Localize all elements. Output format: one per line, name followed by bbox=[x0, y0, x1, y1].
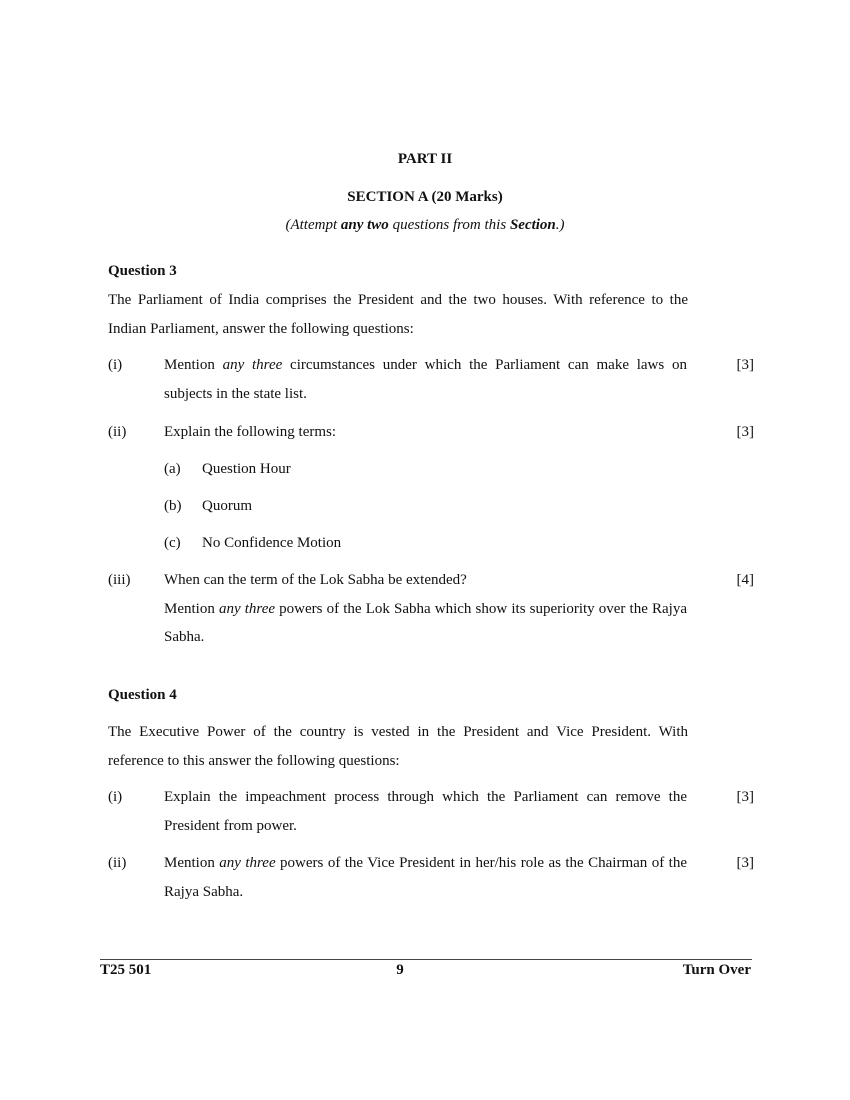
item-number: (iii) bbox=[108, 572, 131, 588]
page-number: 9 bbox=[396, 962, 404, 978]
item-emphasis: any three bbox=[222, 357, 283, 373]
item-text-part: powers of the Vice President in her/his role as the Chairman of the Rajya Sabha. bbox=[164, 855, 687, 900]
marks-badge: [3] bbox=[736, 789, 754, 805]
item-text: Explain the following terms: bbox=[164, 424, 337, 440]
item-number: (ii) bbox=[108, 424, 127, 440]
sub-item-b bbox=[164, 496, 252, 516]
sub-item-number: (c) bbox=[164, 535, 181, 551]
item-text-part: powers of the Lok Sabha which show its superiority over the Rajya Sabha. bbox=[164, 600, 688, 645]
question-3-title: Question 3 bbox=[108, 263, 177, 279]
sub-item-number: (a) bbox=[164, 461, 181, 477]
marks-badge: [3] bbox=[736, 424, 754, 440]
item-text-part: circumstances under which the Parliament can make laws on subjects in the state list. bbox=[164, 357, 687, 402]
item-line bbox=[164, 595, 687, 652]
instruction-text: questions from this bbox=[388, 217, 510, 233]
item-number: (ii) bbox=[108, 855, 127, 871]
footer-divider bbox=[100, 959, 752, 960]
instruction-text: .) bbox=[555, 217, 565, 233]
instruction-emphasis: any two bbox=[340, 217, 389, 233]
item-number: (i) bbox=[108, 789, 123, 805]
sub-item-text: Question Hour bbox=[202, 461, 291, 477]
question-3-intro: The Parliament of India comprises the President and the two houses. With reference to the Indian Parliament, answer the following questions: bbox=[108, 292, 688, 337]
turn-over-label: Turn Over bbox=[682, 962, 751, 978]
item-emphasis: any three bbox=[219, 855, 276, 871]
marks-badge: [3] bbox=[736, 357, 754, 373]
item-text: Explain the impeachment process through which the Parliament can remove the President from power. bbox=[164, 789, 687, 834]
instruction-text: (Attempt bbox=[285, 217, 341, 233]
sub-item-text: Quorum bbox=[202, 498, 252, 514]
item-text-part: Mention bbox=[164, 600, 219, 617]
item-text bbox=[164, 351, 687, 408]
question-4-intro: The Executive Power of the country is vested in the President and Vice President. With reference to this answer the following questions: bbox=[108, 724, 688, 769]
paper-code: T25 501 bbox=[100, 962, 152, 978]
question-4-title: Question 4 bbox=[108, 687, 177, 703]
sub-item-a bbox=[164, 459, 291, 479]
item-line: When can the term of the Lok Sabha be extended? bbox=[164, 572, 467, 588]
item-text bbox=[164, 566, 687, 652]
item-number: (i) bbox=[108, 357, 123, 373]
item-text bbox=[164, 849, 687, 906]
marks-badge: [4] bbox=[736, 572, 754, 588]
section-instruction bbox=[0, 217, 850, 234]
sub-item-text: No Confidence Motion bbox=[202, 535, 342, 551]
item-emphasis: any three bbox=[218, 600, 276, 617]
marks-badge: [3] bbox=[736, 855, 754, 871]
section-heading: SECTION A (20 Marks) bbox=[347, 189, 503, 205]
sub-item-c bbox=[164, 533, 341, 553]
item-text-part: Mention bbox=[164, 357, 223, 373]
instruction-emphasis: Section bbox=[509, 217, 556, 233]
sub-item-number: (b) bbox=[164, 498, 182, 514]
part-heading: PART II bbox=[397, 151, 453, 167]
item-text-part: Mention bbox=[164, 855, 220, 871]
